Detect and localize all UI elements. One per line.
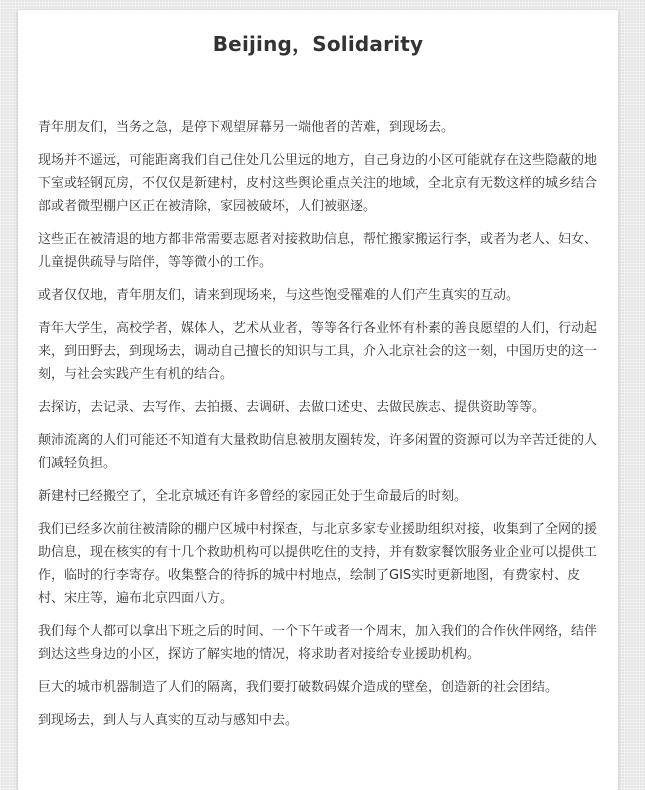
article-paragraph-2: 现场并不遥远，可能距离我们自己住处几公里远的地方，自己身边的小区可能就存在这些隐蔽的地下室或轻钢瓦房，不仅仅是新建村，皮村这些舆论重点关注的地域，全北京有无数这样的城乡结合部或者微型棚户区正在被清除，家园被破坏，人们被驱逐。 <box>38 153 598 214</box>
article-paragraph-6: 去探访，去记录、去写作、去拍摄、去调研、去做口述史、去做民族志、提供资助等等。 <box>38 400 546 415</box>
article-paragraph-4: 或者仅仅地，青年朋友们，请来到现场来，与这些饱受罹难的人们产生真实的互动。 <box>38 288 520 303</box>
article-title: Beijing，Solidarity <box>212 32 424 56</box>
article-card <box>18 10 618 790</box>
article-paragraph-5: 青年大学生，高校学者，媒体人，艺术从业者，等等各行各业怀有朴素的善良愿望的人们，行动起来，到田野去，到现场去，调动自己擅长的知识与工具，介入北京社会的这一刻，中国历史的这一刻，与社会实践产生有机的结合。 <box>38 321 598 382</box>
article-paragraph-9: 我们已经多次前往被清除的棚户区城中村探查，与北京多家专业援助组织对接，收集到了全网的援助信息，现在核实的有十几个救助机构可以提供吃住的支持，并有数家餐饮服务业企业可以提供工作，临时的行李寄存。收集整合的待拆的城中村地点，绘制了GIS实时更新地图，有费家村、皮村、宋庄等，遍布北京四面八方。 <box>38 522 598 606</box>
article-paragraph-7: 颠沛流离的人们可能还不知道有大量救助信息被朋友圈转发，许多闲置的资源可以为辛苦迁徙的人们减轻负担。 <box>38 433 598 471</box>
article-paragraph-8: 新建村已经搬空了，全北京城还有许多曾经的家园正处于生命最后的时刻。 <box>38 489 468 504</box>
article-paragraph-3: 这些正在被清退的地方都非常需要志愿者对接救助信息，帮忙搬家搬运行李，或者为老人、妇女、儿童提供疏导与陪伴，等等微小的工作。 <box>38 232 598 270</box>
article-paragraph-10: 我们每个人都可以拿出下班之后的时间、一个下午或者一个周末，加入我们的合作伙伴网络，结伴到达这些身边的小区，探访了解实地的情况，将求助者对接给专业援助机构。 <box>38 624 598 662</box>
article-paragraph-12: 到现场去，到人与人真实的互动与感知中去。 <box>38 713 299 728</box>
article-paragraph-11: 巨大的城市机器制造了人们的隔离，我们要打破数码媒介造成的壁垒，创造新的社会团结。 <box>38 680 559 695</box>
article-paragraph-1: 青年朋友们，当务之急，是停下观望屏幕另一端他者的苦难，到现场去。 <box>38 120 455 135</box>
article-body <box>38 116 598 732</box>
